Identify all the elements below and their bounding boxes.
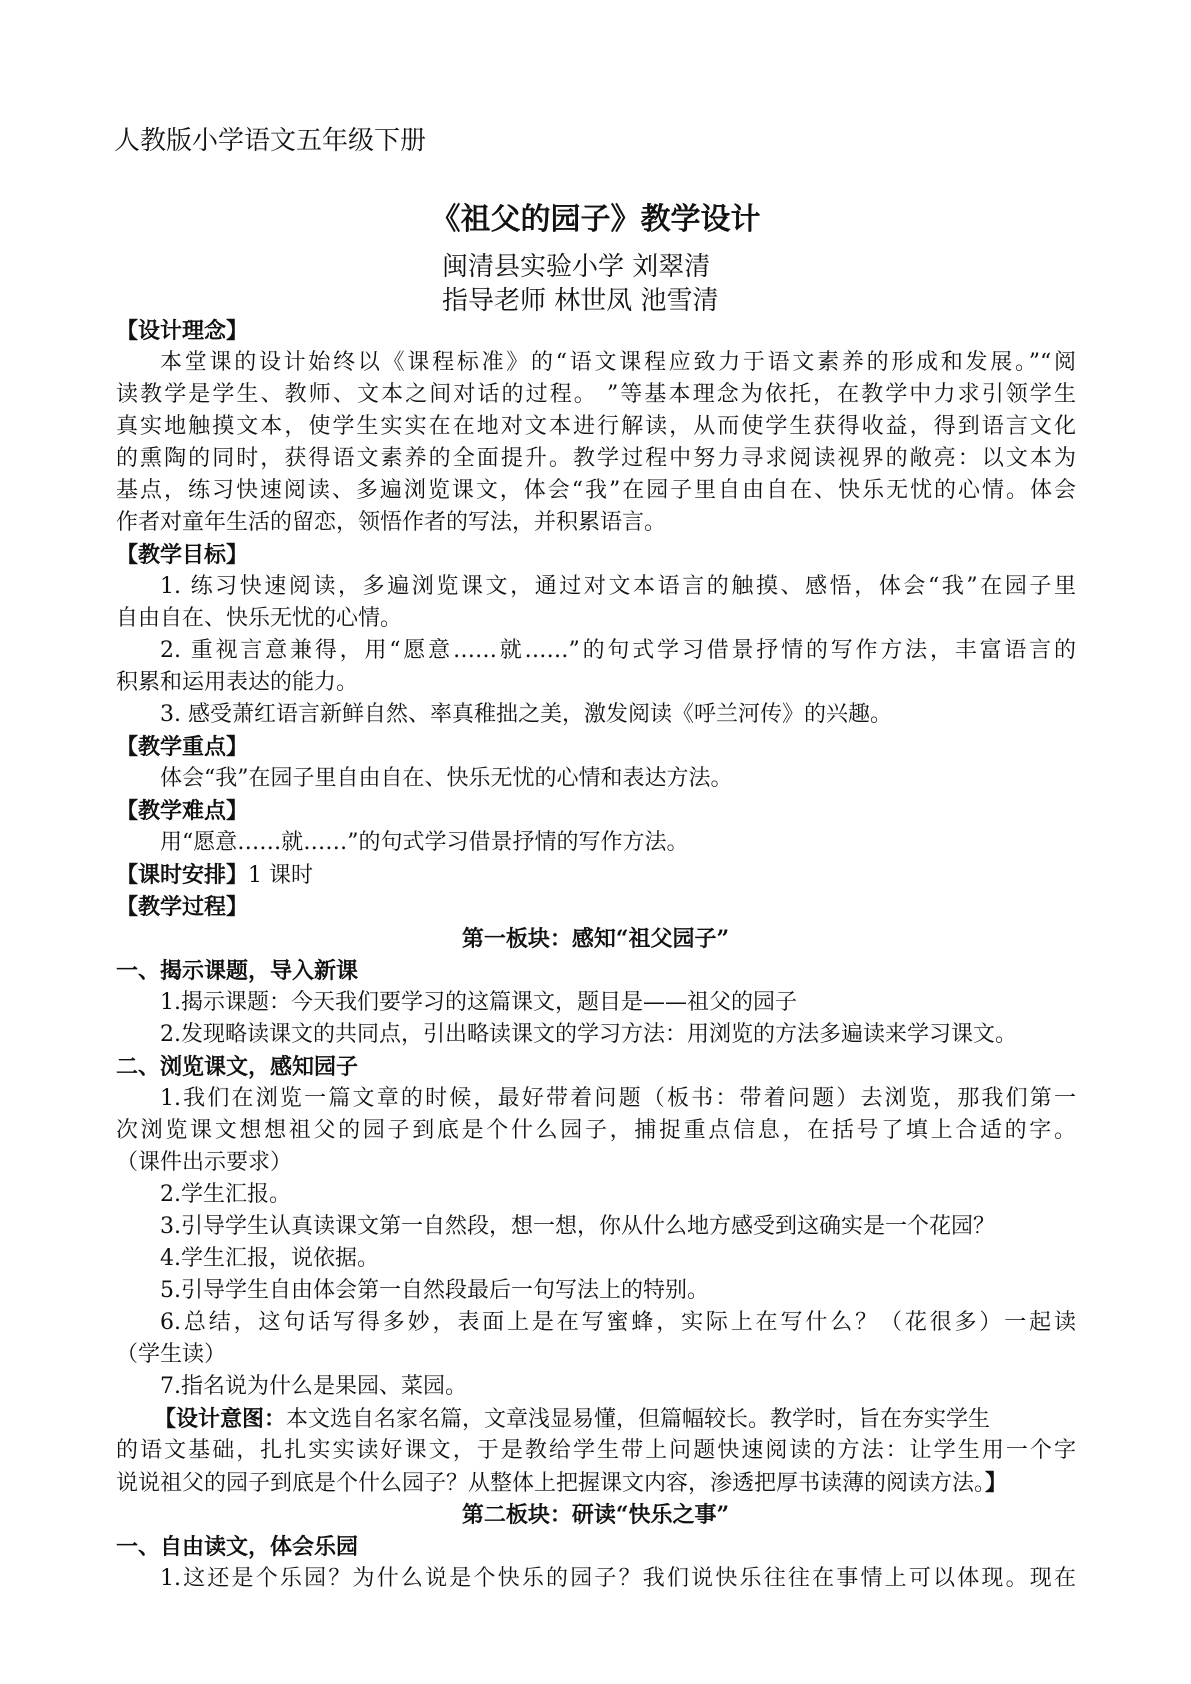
design-intent-last-line (116, 1468, 1007, 1499)
goal-line: 自由自在、快乐无忧的心情。 (116, 606, 403, 631)
part-2-title: 二、浏览课文，感知园子 (116, 1054, 359, 1080)
goal-line: 3. 感受萧红语言新鲜自然、率真稚拙之美，激发阅读《呼兰河传》的兴趣。 (160, 702, 892, 727)
design-intent-line: 说说祖父的园子到底是个什么园子？从整体上把握课文内容，渗透把厚书读薄的阅读方法。 (116, 1471, 986, 1496)
process-item: 1.揭示课题：今天我们要学习的这篇课文，题目是——祖父的园子 (160, 990, 797, 1015)
design-intent-first-line (154, 1404, 990, 1435)
design-intent-line: 本文选自名家名篇，文章浅显易懂，但篇幅较长。教学时，旨在夯实学生 (286, 1407, 991, 1432)
process-line: 2.学生汇报。 (160, 1182, 291, 1207)
paragraph-line: 作者对童年生活的留恋，领悟作者的写法，并积累语言。 (116, 510, 667, 535)
process-line: 1.这还是个乐园？为什么说是个快乐的园子？我们说快乐往往在事情上可以体现。现在 (160, 1566, 1076, 1591)
author-line-1: 闽清县实验小学 刘翠清 (442, 252, 711, 282)
process-line: 3.引导学生认真读课文第一自然段，想一想，你从什么地方感受到这确实是一个花园？ (160, 1214, 995, 1239)
paragraph-line: 本堂课的设计始终以《课程标准》的“语文课程应致力于语文素养的形成和发展。”“阅 (160, 350, 1076, 375)
process-line: 5.引导学生自由体会第一自然段最后一句写法上的特别。 (160, 1278, 709, 1303)
author-line-2: 指导老师 林世凤 池雪清 (442, 286, 719, 316)
block-2-title: 第二板块：研读“快乐之事” (461, 1502, 730, 1528)
key-points-text: 体会“我”在园子里自由自在、快乐无忧的心情和表达方法。 (160, 766, 733, 791)
difficulties-text: 用“愿意……就……”的句式学习借景抒情的写作方法。 (160, 830, 689, 855)
design-intent-label: 【设计意图： (154, 1406, 287, 1432)
process-line: 4.学生汇报，说依据。 (160, 1246, 379, 1271)
schedule-row (116, 860, 313, 891)
process-item: 2.发现略读课文的共同点，引出略读课文的学习方法：用浏览的方法多遍读来学习课文。 (160, 1022, 1017, 1047)
section-heading-process: 【教学过程】 (116, 894, 249, 920)
schedule-text: 1 课时 (248, 863, 314, 888)
goal-line: 2. 重视言意兼得，用“愿意……就……”的句式学习借景抒情的写作方法，丰富语言的 (160, 638, 1076, 663)
process-line: 7.指名说为什么是果园、菜园。 (160, 1374, 467, 1399)
design-intent-line: 的语文基础，扎扎实实读好课文，于是教给学生带上问题快速阅读的方法：让学生用一个字 (116, 1438, 1076, 1463)
document-title: 《祖父的园子》教学设计 (430, 202, 761, 237)
paragraph-line: 的熏陶的同时，获得语文素养的全面提升。教学过程中努力寻求阅读视界的敞亮：以文本为 (116, 446, 1076, 471)
process-line: （学生读） (116, 1342, 227, 1367)
part-3-title: 一、自由读文，体会乐园 (116, 1534, 359, 1560)
design-intent-close: 】 (985, 1470, 1008, 1496)
paragraph-line: 读教学是学生、教师、文本之间对话的过程。 ”等基本理念为依托，在教学中力求引领学生 (116, 382, 1076, 407)
goal-line: 1. 练习快速阅读，多遍浏览课文，通过对文本语言的触摸、感悟，体会“我”在园子里 (160, 574, 1076, 599)
grade-label: 人教版小学语文五年级下册 (114, 126, 427, 156)
section-heading-difficulties: 【教学难点】 (116, 798, 249, 824)
section-heading-goals: 【教学目标】 (116, 542, 249, 568)
paragraph-line: 基点，练习快速阅读、多遍浏览课文，体会“我”在园子里自由自在、快乐无忧的心情。体会 (116, 478, 1076, 503)
paragraph-line: 真实地触摸文本，使学生实实在在地对文本进行解读，从而使学生获得收益，得到语言文化 (116, 414, 1076, 439)
section-heading-concept: 【设计理念】 (116, 318, 249, 344)
process-line: （课件出示要求） (116, 1150, 293, 1175)
part-1-title: 一、揭示课题，导入新课 (116, 958, 359, 984)
section-heading-schedule: 【课时安排】 (116, 862, 249, 888)
section-heading-key-points: 【教学重点】 (116, 734, 249, 760)
process-line: 次浏览课文想想祖父的园子到底是个什么园子，捕捉重点信息，在括号了填上合适的字。 (116, 1118, 1076, 1143)
goal-line: 积累和运用表达的能力。 (116, 670, 359, 695)
block-1-title: 第一板块：感知“祖父园子” (461, 926, 730, 952)
process-line: 1.我们在浏览一篇文章的时候，最好带着问题（板书：带着问题）去浏览，那我们第一 (160, 1086, 1076, 1111)
process-line: 6.总结，这句话写得多妙，表面上是在写蜜蜂，实际上在写什么？（花很多）一起读 (160, 1310, 1076, 1335)
